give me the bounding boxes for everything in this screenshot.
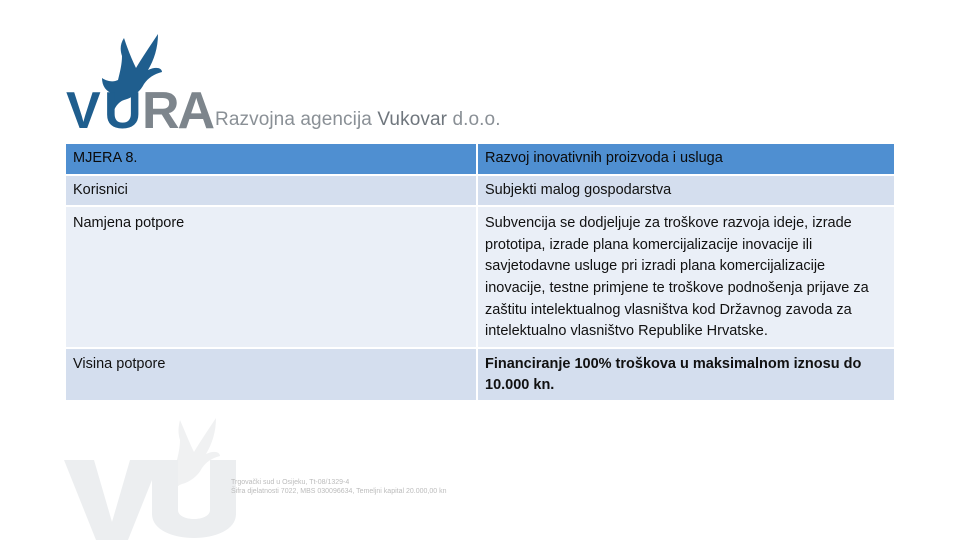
- svg-text:U: U: [104, 82, 140, 135]
- table-row: [66, 174, 894, 206]
- table-row: [66, 347, 894, 400]
- header-cell-left: MJERA 8.: [66, 144, 478, 174]
- row-label: Namjena potpore: [66, 207, 478, 347]
- table-row: [66, 205, 894, 347]
- logo-mark: V: [66, 82, 99, 135]
- row-label: Korisnici: [66, 176, 478, 206]
- logo-caption-regular: Razvojna agencija: [215, 109, 372, 130]
- watermark-logo: [60, 410, 240, 540]
- svg-text:RA: RA: [142, 82, 214, 135]
- table-header-row: [66, 144, 894, 174]
- row-value: Financiranje 100% troškova u maksimalnom iznosu do 10.000 kn.: [478, 349, 894, 400]
- logo-caption-bold: Vukovar: [377, 109, 448, 130]
- row-label: Visina potpore: [66, 349, 478, 400]
- logo-caption: [215, 109, 501, 131]
- measure-table: [66, 144, 894, 400]
- footer-line-2: Šifra djelatnosti 7022, MBS 030096634, Temeljni kapital 20.000,00 kn: [231, 488, 447, 495]
- footer-line-1: Trgovački sud u Osijeku, Tt-08/1329-4: [231, 479, 350, 486]
- row-value: Subvencija se dodjeljuje za troškove razvoja ideje, izrade prototipa, izrade plana komercijalizacije inovacije ili savjetodavne usluge pri izradi plana komercijalizacije inovacije, testne primjene te troškove podnošenja prijave za zaštitu intelektualnog vlasništva kod Državnog zavoda za intelektualno vlasništvo Republike Hrvatske.: [478, 207, 894, 347]
- row-value: Subjekti malog gospodarstva: [478, 176, 894, 206]
- logo-caption-suffix: d.o.o.: [452, 109, 501, 130]
- company-footer: [231, 478, 446, 496]
- header-cell-right: Razvoj inovativnih proizvoda i usluga: [478, 144, 894, 174]
